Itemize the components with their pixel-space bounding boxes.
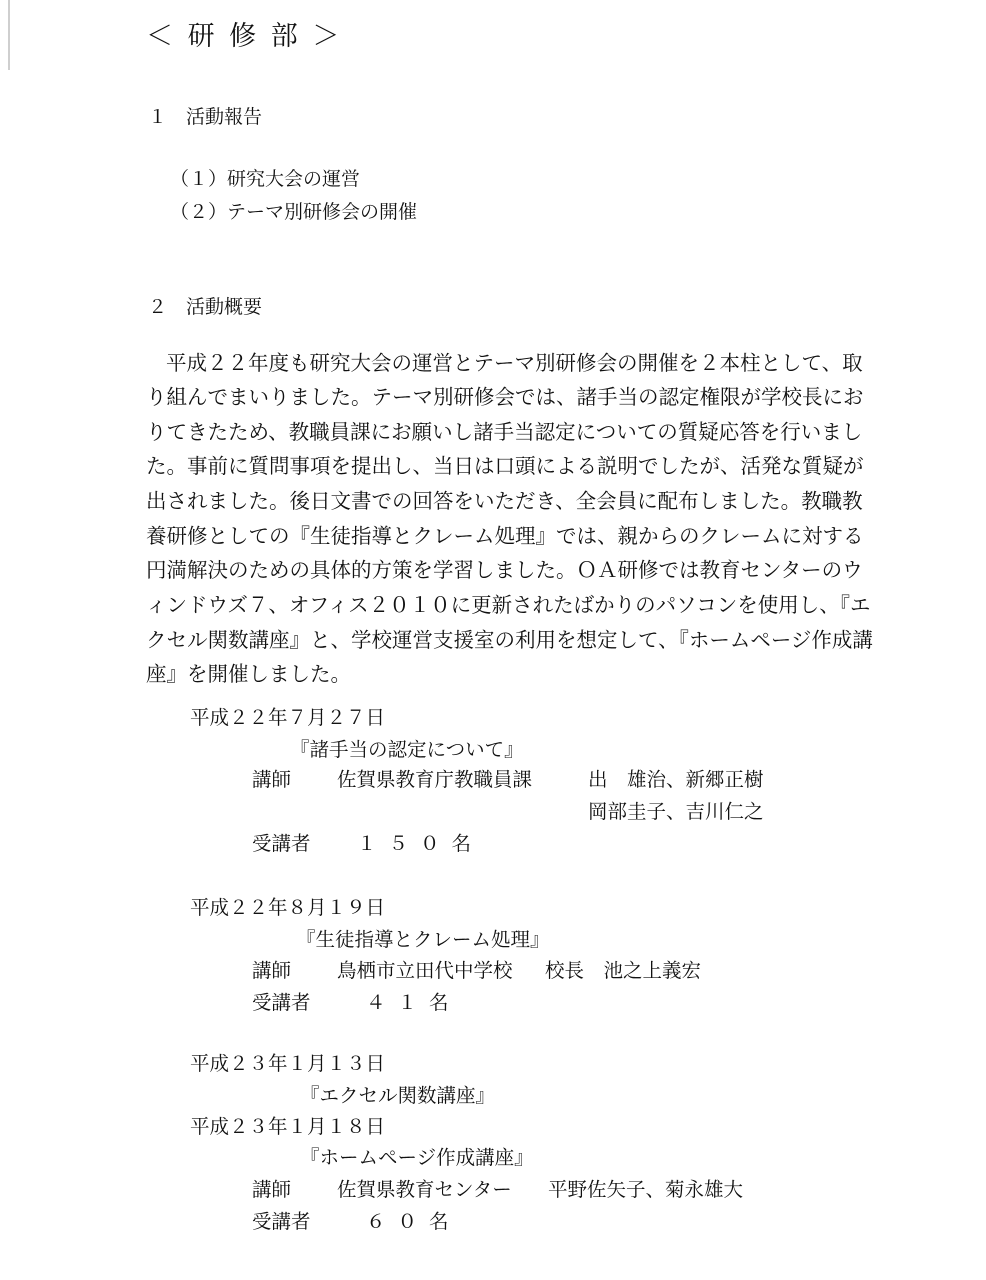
- section1-item-2: （２）テーマ別研修会の開催: [170, 201, 418, 223]
- paragraph-line: り組んでまいりました。テーマ別研修会では、諸手当の認定権限が学校長にお: [146, 385, 864, 409]
- session-date: 平成２３年１月１８日: [190, 1115, 386, 1138]
- attendee-label: 受講者: [252, 991, 311, 1014]
- attendee-label: 受講者: [252, 1210, 311, 1233]
- lecturer-label: 講師: [252, 1178, 292, 1201]
- lecturer-org: 佐賀県教育庁教職員課: [337, 768, 533, 791]
- paragraph-line: 円満解決のための具体的方策を学習しました。ＯＡ研修では教育センターのウ: [146, 558, 863, 582]
- lecturer-label: 講師: [252, 768, 292, 791]
- lecturer-names: 岡部圭子、吉川仁之: [588, 800, 764, 823]
- section2-heading: ２ 活動概要: [148, 296, 263, 318]
- session-date: 平成２２年７月２７日: [190, 706, 386, 729]
- paragraph-line: クセル関数講座』と、学校運営支援室の利用を想定して、『ホームページ作成講: [146, 628, 873, 652]
- attendee-label: 受講者: [252, 832, 311, 855]
- lecturer-names: 校長 池之上義宏: [545, 959, 702, 982]
- session-topic: 『諸手当の認定について』: [290, 738, 524, 761]
- scan-edge-mark: [8, 0, 10, 70]
- section1-heading: １ 活動報告: [148, 106, 263, 128]
- session-topic: 『エクセル関数講座』: [300, 1084, 496, 1107]
- page-title: ＜ 研 修 部 ＞: [146, 21, 343, 52]
- section1-item-1: （１）研究大会の運営: [170, 168, 361, 190]
- paragraph-line: ィンドウズ７、オフィス２０１０に更新されたばかりのパソコンを使用し、『エ: [146, 593, 871, 617]
- paragraph-line: 養研修としての『生徒指導とクレーム処理』では、親からのクレームに対する: [146, 524, 864, 548]
- lecturer-org: 鳥栖市立田代中学校: [337, 959, 513, 982]
- session-date: 平成２３年１月１３日: [190, 1052, 386, 1075]
- session-topic: 『ホームページ作成講座』: [300, 1146, 534, 1169]
- session-date: 平成２２年８月１９日: [190, 896, 386, 919]
- lecturer-names: 平野佐矢子、菊永雄大: [548, 1178, 744, 1201]
- attendee-count: ６０名: [366, 1210, 461, 1233]
- lecturer-org: 佐賀県教育センター: [337, 1178, 512, 1201]
- session-topic: 『生徒指導とクレーム処理』: [296, 928, 550, 951]
- attendee-count: １５０名: [357, 832, 484, 855]
- lecturer-label: 講師: [252, 959, 292, 982]
- attendee-count: ４１名: [366, 991, 461, 1014]
- paragraph-line: 座』を開催しました。: [146, 662, 351, 686]
- paragraph-line: りてきたため、教職員課にお願いし諸手当認定についての質疑応答を行いまし: [146, 420, 863, 444]
- paragraph-line: 平成２２年度も研究大会の運営とテーマ別研修会の開催を２本柱として、取: [166, 351, 863, 375]
- paragraph-line: た。事前に質問事項を提出し、当日は口頭による説明でしたが、活発な質疑が: [146, 454, 864, 478]
- lecturer-names: 出 雄治、新郷正樹: [588, 768, 764, 791]
- paragraph-line: 出されました。後日文書での回答をいただき、全会員に配布しました。教職教: [146, 489, 863, 513]
